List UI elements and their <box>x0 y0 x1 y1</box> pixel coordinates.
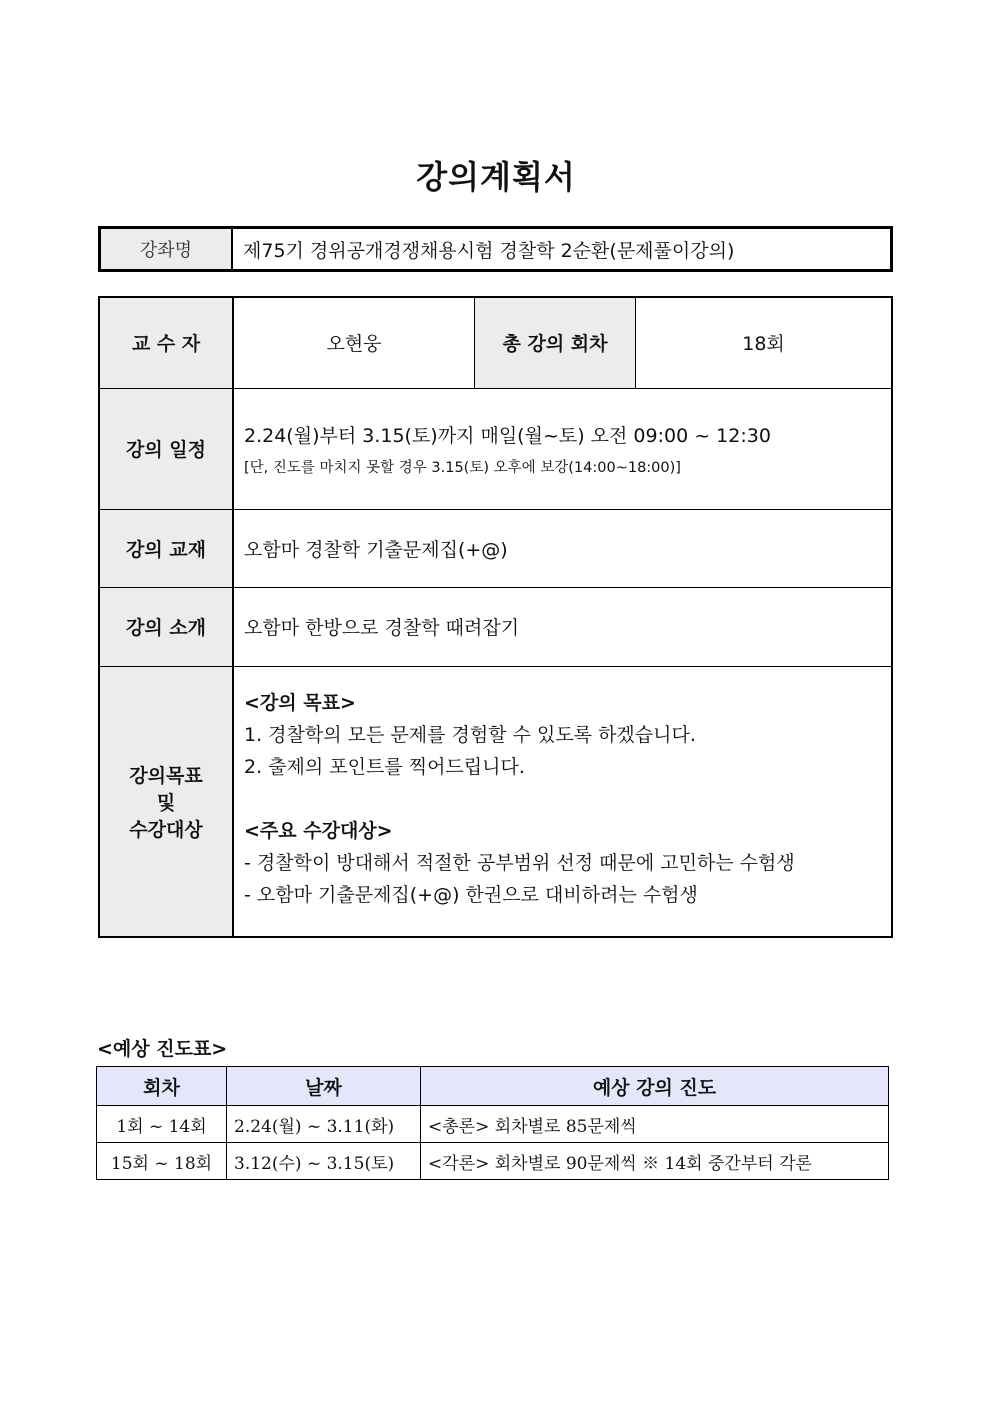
targets-heading: <주요 수강대상> <box>244 820 393 843</box>
schedule-main: 2.24(월)부터 3.15(토)까지 매일(월~토) 오전 09:00 ~ 12:30 <box>244 424 771 447</box>
target-item: - 오함마 기출문제집(+@) 한권으로 대비하려는 수험생 <box>244 884 698 907</box>
progress-content: <총론> 회차별로 85문제씩 <box>421 1106 889 1143</box>
intro-value: 오함마 한방으로 경찰학 때려잡기 <box>233 587 892 666</box>
professor-value: 오현웅 <box>233 297 475 388</box>
course-name-table <box>98 226 893 272</box>
total-sessions-value: 18회 <box>636 297 893 388</box>
textbook-label: 강의 교재 <box>99 509 233 587</box>
course-name-label: 강좌명 <box>100 228 233 271</box>
progress-title: <예상 진도표> <box>97 1038 228 1060</box>
goals-label-line3: 수강대상 <box>129 818 203 841</box>
schedule-cell <box>233 388 892 509</box>
goals-cell <box>233 666 892 937</box>
goals-heading: <강의 목표> <box>244 692 356 715</box>
goal-item: 1. 경찰학의 모든 문제를 경험할 수 있도록 하겠습니다. <box>244 724 696 747</box>
goals-label-line1: 강의목표 <box>129 764 203 787</box>
progress-round: 1회 ~ 14회 <box>97 1106 227 1143</box>
progress-header-round: 회차 <box>97 1067 227 1106</box>
goal-item: 2. 출제의 포인트를 찍어드립니다. <box>244 756 525 779</box>
schedule-note: [단, 진도를 마치지 못할 경우 3.15(토) 오후에 보강(14:00~18:00)] <box>244 459 681 476</box>
lecture-info-table <box>98 296 893 938</box>
goals-label-line2: 및 <box>156 791 176 814</box>
intro-label: 강의 소개 <box>99 587 233 666</box>
progress-date: 3.12(수) ~ 3.15(토) <box>227 1143 421 1180</box>
table-row <box>97 1106 889 1143</box>
progress-table <box>96 1066 889 1180</box>
course-name-value: 제75기 경위공개경쟁채용시험 경찰학 2순환(문제풀이강의) <box>232 228 892 271</box>
total-sessions-label: 총 강의 회차 <box>475 297 636 388</box>
progress-header-content: 예상 강의 진도 <box>421 1067 889 1106</box>
progress-round: 15회 ~ 18회 <box>97 1143 227 1180</box>
page-title: 강의계획서 <box>416 158 576 196</box>
professor-label: 교 수 자 <box>99 297 233 388</box>
goals-label <box>99 666 233 937</box>
target-item: - 경찰학이 방대해서 적절한 공부범위 선정 때문에 고민하는 수험생 <box>244 852 795 875</box>
progress-date: 2.24(월) ~ 3.11(화) <box>227 1106 421 1143</box>
schedule-label: 강의 일정 <box>99 388 233 509</box>
table-row <box>97 1143 889 1180</box>
progress-content: <각론> 회차별로 90문제씩 ※ 14회 중간부터 각론 <box>421 1143 889 1180</box>
progress-header-date: 날짜 <box>227 1067 421 1106</box>
textbook-value: 오함마 경찰학 기출문제집(+@) <box>233 509 892 587</box>
